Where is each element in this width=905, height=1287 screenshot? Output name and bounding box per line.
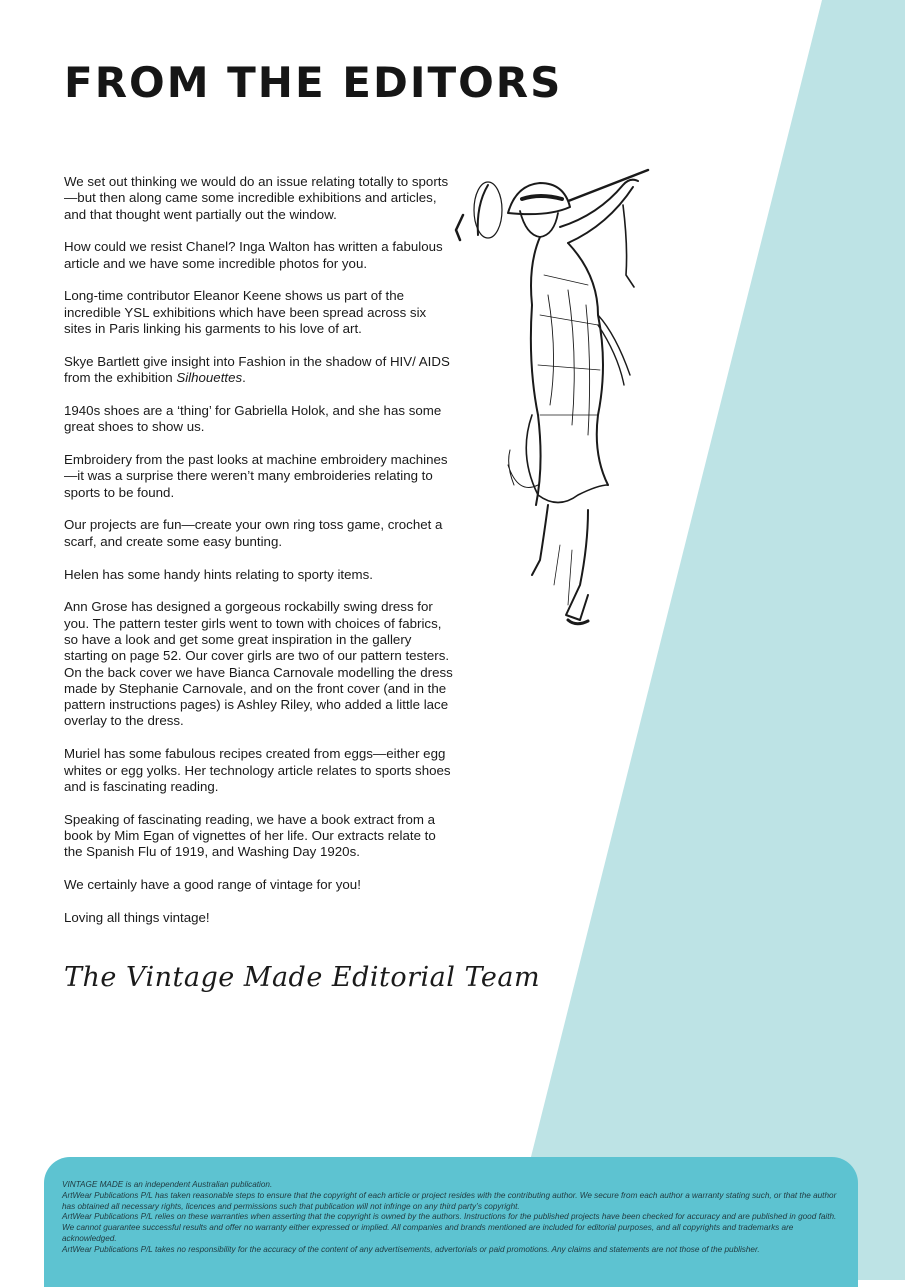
paragraph-text: Skye Bartlett give insight into Fashion in the shadow of HIV/ AIDS from the exhibition	[64, 353, 450, 386]
exhibition-title: Silhouettes	[176, 370, 243, 386]
paragraph: Long-time contributor Eleanor Keene shows us part of the incredible YSL exhibitions which have been spread across six sites in Paris linking his garments to his love of art.	[64, 288, 427, 337]
paragraph-text: .	[242, 370, 246, 386]
disclaimer-line: VINTAGE MADE is an independent Australian publication.	[62, 1180, 273, 1189]
paragraph: Helen has some handy hints relating to sporty items.	[64, 566, 373, 582]
footer-disclaimer	[44, 1157, 858, 1287]
paragraph: We set out thinking we would do an issue relating totally to sports—but then along came some incredible exhibitions and articles, and that thought went partially out the window.	[64, 174, 449, 222]
disclaimer-line: ArtWear Publications P/L relies on these warranties when asserting that the copyright is owned by the authors. Instructions for the published projects have been checked for accuracy and are published in good faith. We cannot guarantee successful results and offer no warranty either expressed or implied. All companies and brands mentioned are included for editorial purposes, and all copyrights and trademarks are acknowledged.	[62, 1212, 837, 1243]
paragraph: Our projects are fun—create your own ring toss game, crochet a scarf, and create some easy bunting.	[64, 517, 443, 549]
paragraph: Speaking of fascinating reading, we have a book extract from a book by Mim Egan of vignettes of her life. Our extracts relate to the Spanish Flu of 1919, and Washing Day 1920s.	[64, 811, 436, 860]
paragraph: Muriel has some fabulous recipes created from eggs—either egg whites or egg yolks. Her technology article relates to sports shoes and is fascinating reading.	[64, 746, 451, 794]
paragraph: 1940s shoes are a ‘thing’ for Gabriella Holok, and she has some great shoes to show us.	[64, 402, 442, 435]
disclaimer-line: ArtWear Publications P/L has taken reasonable steps to ensure that the copyright of each article or project resides with the contributing author. We secure from each author a warranty stating such, or that the author has obtained all necessary rights, licences and permissions such that publication will not infringe on any third party’s copyright.	[62, 1190, 837, 1211]
paragraph: Loving all things vintage!	[64, 909, 210, 925]
paragraph	[64, 354, 454, 387]
editorial-signature: The Vintage Made Editorial Team	[64, 962, 541, 993]
paragraph: We certainly have a good range of vintage for you!	[64, 877, 361, 892]
disclaimer-line: ArtWear Publications P/L takes no responsibility for the accuracy of the content of any advertisements, advertorials or paid promotions. Any claims and statements are not those of the publisher.	[62, 1244, 760, 1254]
golfer-illustration	[448, 165, 663, 630]
editorial-body	[64, 174, 454, 943]
paragraph: Ann Grose has designed a gorgeous rockabilly swing dress for you. The pattern tester girls went to town with choices of fabrics, so have a look and get some great inspiration in the gallery starting on page 52. Our cover girls are two of our pattern testers. On the back cover we have Bianca Carnovale modelling the dress made by Stephanie Carnovale, and on the front cover (and in the pattern instructions pages) is Ashley Riley, who added a little lace overlay to the dress.	[64, 599, 453, 729]
disclaimer-text	[62, 1180, 837, 1256]
page-title: FROM THE EDITORS	[64, 58, 563, 107]
paragraph: How could we resist Chanel? Inga Walton has written a fabulous article and we have some incredible photos for you.	[64, 239, 443, 271]
paragraph: Embroidery from the past looks at machine embroidery machines—it was a surprise there weren’t many embroideries relating to sports to be found.	[64, 452, 448, 500]
